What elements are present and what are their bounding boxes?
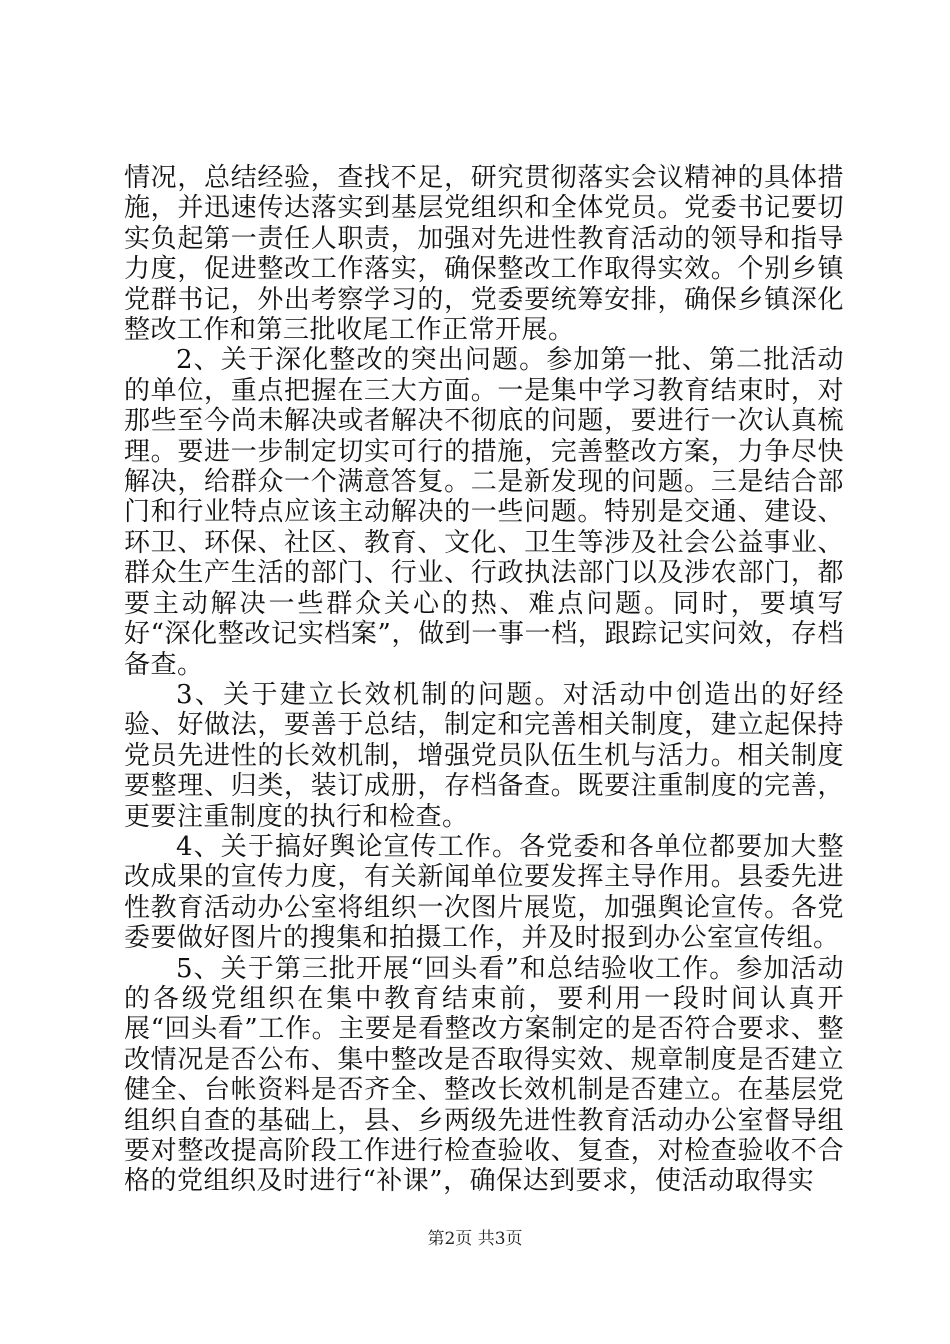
page-footer: 第2页 共3页 (427, 1229, 523, 1249)
paragraph-5: 5、关于第三批开展“回头看”和总结验收工作。参加活动的各级党组织在集中教育结束前，要利用一段时间认真开展“回头看”工作。主要是看整改方案制定的是否符合要求、整改情况是否公布、集中整改是否取得实效、规章制度是否建立健全、台帐资料是否齐全、整改长效机制是否建立。在基层党组织自查的基础上，县、乡两级先进性教育活动办公室督导组要对整改提高阶段工作进行检查验收、复查，对检查验收不合格的党组织及时进行“补课”，确保达到要求，使活动取得实 (124, 953, 844, 1197)
paragraph-4: 4、关于搞好舆论宣传工作。各党委和各单位都要加大整改成果的宣传力度，有关新闻单位要发挥主导作用。县委先进性教育活动办公室将组织一次图片展览，加强舆论宣传。各党委要做好图片的搜集和拍摄工作，并及时报到办公室宣传组。 (124, 831, 844, 954)
body-text (124, 163, 844, 1197)
paragraph-2: 2、关于深化整改的突出问题。参加第一批、第二批活动的单位，重点把握在三大方面。一是集中学习教育结束时，对那些至今尚未解决或者解决不彻底的问题，要进行一次认真梳理。要进一步制定切实可行的措施，完善整改方案，力争尽快解决，给群众一个满意答复。二是新发现的问题。三是结合部门和行业特点应该主动解决的一些问题。特别是交通、建设、环卫、环保、社区、教育、文化、卫生等涉及社会公益事业、群众生产生活的部门、行业、行政执法部门以及涉农部门，都要主动解决一些群众关心的热、难点问题。同时，要填写好“深化整改记实档案”，做到一事一档，跟踪记实问效，存档备查。 (124, 345, 844, 680)
paragraph-3: 3、关于建立长效机制的问题。对活动中创造出的好经验、好做法，要善于总结，制定和完善相关制度，建立起保持党员先进性的长效机制，增强党员队伍生机与活力。相关制度要整理、归类，装订成册，存档备查。既要注重制度的完善，更要注重制度的执行和检查。 (124, 679, 844, 832)
paragraph-1: 情况，总结经验，查找不足，研究贯彻落实会议精神的具体措施，并迅速传达落实到基层党组织和全体党员。党委书记要切实负起第一责任人职责，加强对先进性教育活动的领导和指导力度，促进整改工作落实，确保整改工作取得实效。个别乡镇党群书记，外出考察学习的，党委要统筹安排，确保乡镇深化整改工作和第三批收尾工作正常开展。 (124, 163, 844, 346)
